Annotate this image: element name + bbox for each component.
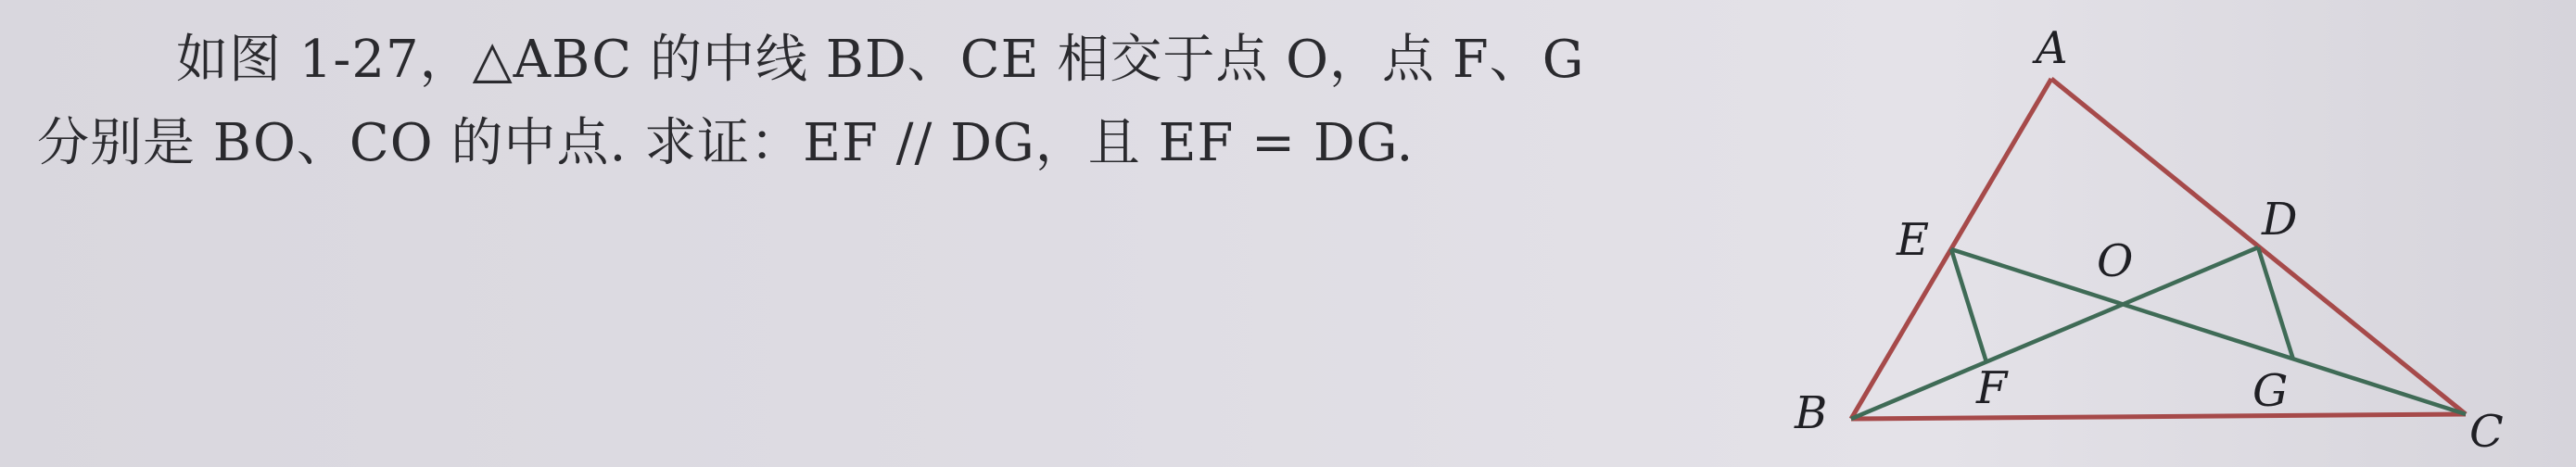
- median-BD: [1851, 247, 2258, 419]
- label-C: C: [2469, 406, 2504, 458]
- label-F: F: [1976, 362, 2008, 414]
- segment-EF: [1951, 249, 1986, 362]
- label-B: B: [1795, 387, 1828, 439]
- label-A: A: [2036, 22, 2068, 74]
- label-O: O: [2097, 235, 2134, 287]
- side-BC: [1851, 414, 2466, 419]
- label-D: D: [2262, 194, 2298, 246]
- geometry-diagram: [1761, 0, 2576, 467]
- problem-statement: [37, 19, 1743, 185]
- median-CE: [1951, 249, 2466, 414]
- problem-line-1: 如图 1-27，△ABC 的中线 BD、CE 相交于点 O，点 F、G: [176, 30, 1585, 90]
- segment-DG: [2258, 247, 2293, 360]
- label-G: G: [2252, 365, 2289, 417]
- side-AB: [1851, 79, 2051, 419]
- label-E: E: [1897, 214, 1930, 266]
- problem-line-2: 分别是 BO、CO 的中点. 求证：EF // DG，且 EF = DG.: [37, 113, 1415, 173]
